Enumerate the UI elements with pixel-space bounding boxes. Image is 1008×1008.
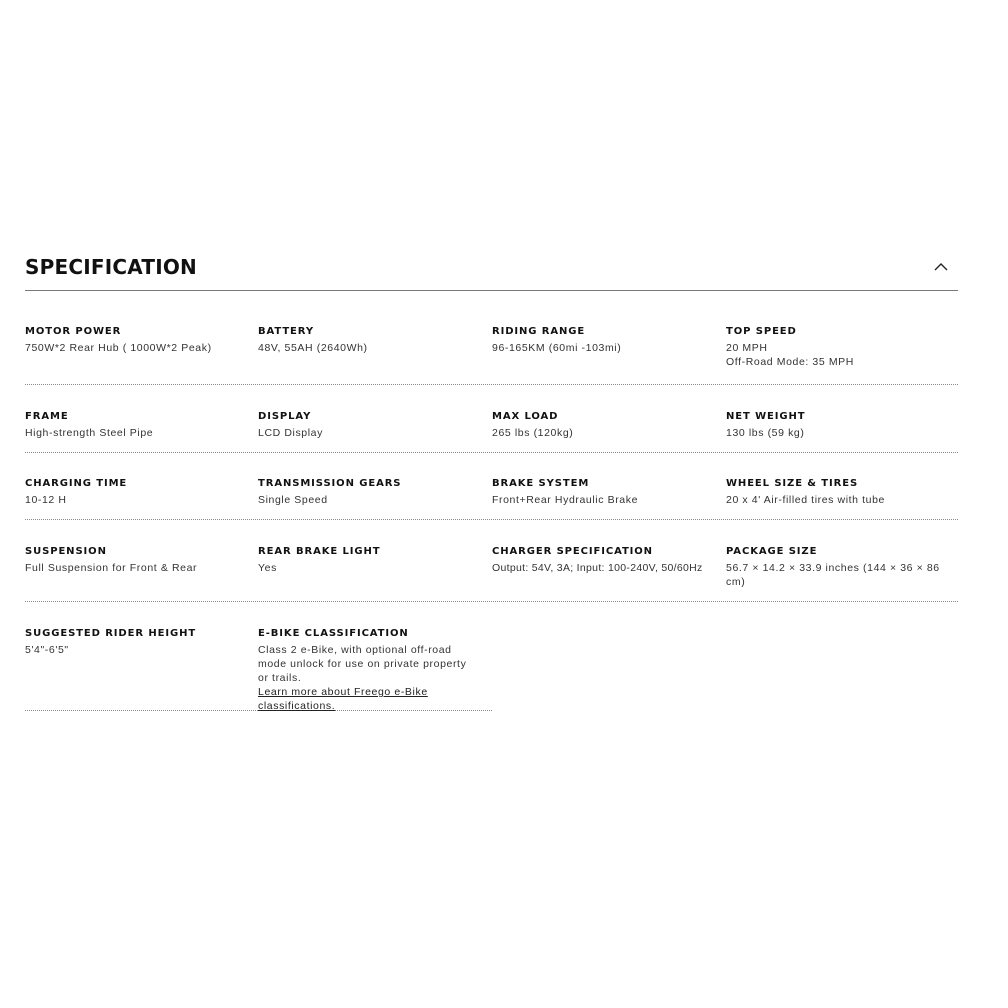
spec-item-transmission-gears	[258, 477, 492, 519]
spec-item-net-weight	[726, 410, 960, 452]
spec-value	[25, 426, 246, 440]
spec-value-line: 265 lbs (120kg)	[492, 427, 574, 439]
spec-value-line: Front+Rear Hydraulic Brake	[492, 494, 639, 506]
spec-value	[258, 426, 480, 440]
spec-value-line: 10-12 H	[25, 494, 67, 506]
classification-link[interactable]: Learn more about Freego e-Bike classifications.	[258, 686, 428, 712]
spec-row	[25, 453, 958, 520]
spec-value-line: 48V, 55AH (2640Wh)	[258, 342, 368, 354]
spec-value	[25, 493, 246, 507]
spec-value-line: High-strength Steel Pipe	[25, 427, 154, 439]
spec-item-riding-range	[492, 325, 726, 384]
spec-value-line: Single Speed	[258, 494, 328, 506]
section-title: SPECIFICATION	[25, 255, 197, 279]
specification-header[interactable]	[25, 248, 958, 291]
spec-value-line: 56.7 × 14.2 × 33.9 inches (144 × 36 × 86 cm)	[726, 562, 940, 588]
chevron-up-icon[interactable]	[932, 260, 950, 274]
spec-value-line: Yes	[258, 562, 277, 574]
spec-value-line: Output: 54V, 3A; Input: 100-240V, 50/60Hz	[492, 562, 703, 574]
spec-label: TRANSMISSION GEARS	[258, 478, 402, 489]
spec-label: MOTOR POWER	[25, 326, 122, 337]
spec-item-max-load	[492, 410, 726, 452]
spec-value	[492, 341, 714, 355]
spec-label: DISPLAY	[258, 411, 312, 422]
spec-value-line: Class 2 e-Bike, with optional off-road mode unlock for use on private property or trails.	[258, 644, 467, 684]
spec-row	[25, 602, 492, 711]
spec-label: PACKAGE SIZE	[726, 546, 818, 557]
spec-label: BRAKE SYSTEM	[492, 478, 590, 489]
spec-value	[492, 561, 714, 575]
spec-value	[258, 493, 480, 507]
spec-value-line: 130 lbs (59 kg)	[726, 427, 805, 439]
spec-row	[25, 291, 958, 385]
spec-value	[25, 643, 246, 657]
spec-label: SUSPENSION	[25, 546, 107, 557]
spec-value	[726, 426, 948, 440]
spec-item-top-speed	[726, 325, 960, 384]
specification-section	[25, 248, 958, 711]
spec-label: RIDING RANGE	[492, 326, 586, 337]
spec-value-line: Full Suspension for Front & Rear	[25, 562, 198, 574]
spec-value	[25, 341, 246, 355]
spec-value	[258, 341, 480, 355]
spec-item-rear-brake-light	[258, 545, 492, 601]
spec-label: BATTERY	[258, 326, 314, 337]
spec-value-line: 96-165KM (60mi -103mi)	[492, 342, 622, 354]
spec-label: MAX LOAD	[492, 411, 559, 422]
spec-item-wheel-size-tires	[726, 477, 960, 519]
spec-item-charger-specification	[492, 545, 726, 601]
spec-value-line: LCD Display	[258, 427, 323, 439]
spec-value	[258, 561, 480, 575]
spec-value	[258, 643, 480, 713]
spec-label: CHARGING TIME	[25, 478, 128, 489]
spec-item-e-bike-classification	[258, 627, 492, 710]
spec-label: TOP SPEED	[726, 326, 797, 337]
spec-item-display	[258, 410, 492, 452]
spec-label: SUGGESTED RIDER HEIGHT	[25, 628, 197, 639]
spec-item-frame	[25, 410, 258, 452]
spec-item-suggested-rider-height	[25, 627, 258, 710]
spec-item-battery	[258, 325, 492, 384]
spec-value	[492, 493, 714, 507]
spec-value	[25, 561, 246, 575]
spec-label: FRAME	[25, 411, 69, 422]
spec-label: REAR BRAKE LIGHT	[258, 546, 381, 557]
spec-item-package-size	[726, 545, 960, 601]
spec-row	[25, 385, 958, 453]
spec-value	[492, 426, 714, 440]
spec-value-line: 20 MPH	[726, 342, 768, 354]
spec-label: NET WEIGHT	[726, 411, 806, 422]
spec-label: E-BIKE CLASSIFICATION	[258, 628, 409, 639]
spec-value	[726, 341, 948, 369]
spec-item-suspension	[25, 545, 258, 601]
spec-row	[25, 520, 958, 602]
spec-label: WHEEL SIZE & TIRES	[726, 478, 859, 489]
spec-item-charging-time	[25, 477, 258, 519]
spec-label: CHARGER SPECIFICATION	[492, 546, 653, 557]
spec-value	[726, 561, 948, 589]
spec-item-brake-system	[492, 477, 726, 519]
spec-value-line: 20 x 4' Air-filled tires with tube	[726, 494, 885, 506]
spec-value-line: 5'4"-6'5"	[25, 644, 69, 656]
spec-value-line: Off-Road Mode: 35 MPH	[726, 356, 854, 368]
spec-value	[726, 493, 948, 507]
spec-item-motor-power	[25, 325, 258, 384]
spec-value-line: 750W*2 Rear Hub ( 1000W*2 Peak)	[25, 342, 212, 354]
